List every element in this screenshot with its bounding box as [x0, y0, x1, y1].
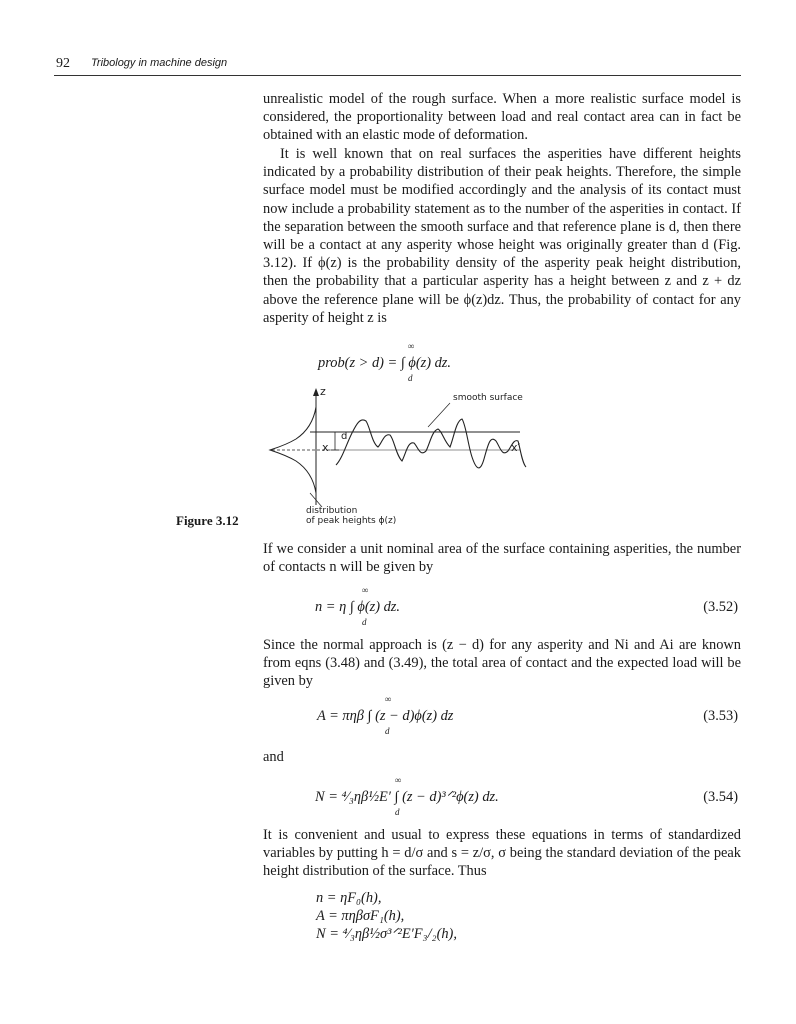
distribution-label-1: distribution [306, 506, 358, 516]
x-prime-label: x′ [511, 441, 521, 454]
equation-3-52: n = η ∫ ϕ(z) dz. [315, 599, 401, 615]
surface-contact-diagram [250, 385, 550, 530]
x-label: x [322, 441, 329, 454]
z-axis-arrow [313, 388, 319, 396]
equation-3-54-number: (3.54) [703, 789, 738, 805]
equation-prob-upper: ∞ [408, 341, 415, 351]
equation-nload: N = ⁴⁄₃ηβ½σ³ᐟ²E′F₃/₂(h), [316, 926, 457, 942]
distribution-label-2: of peak heights ϕ(z) [306, 516, 397, 526]
equation-3-54-lower: d [395, 807, 400, 817]
header-rule [54, 75, 741, 76]
smooth-surface-leader [428, 403, 450, 427]
equation-3-53: A = πηβ ∫ (z − d)ϕ(z) dz [317, 708, 454, 724]
equation-3-54-upper: ∞ [395, 775, 402, 785]
equation-3-52-number: (3.52) [703, 599, 738, 615]
page-number: 92 [56, 56, 70, 71]
standardized-equations [316, 889, 457, 943]
equation-3-53-lower: d [385, 726, 390, 736]
paragraph-1: unrealistic model of the rough surface. When a more realistic surface model is considered, the proportionality between load and real contact area can in fact be obtained with an elastic mode of deformation. [263, 91, 741, 144]
equation-3-53-upper: ∞ [385, 694, 392, 704]
d-label: d [341, 431, 348, 442]
paragraph-4: Since the normal approach is (z − d) for any asperity and Ni and Ai are known from eqns (3.48) and (3.49), the total area of contact and the expected load will be given by [263, 637, 741, 690]
equation-3-52-upper: ∞ [362, 585, 369, 595]
paragraph-6: It is convenient and usual to express these equations in terms of standardized variables by putting h = d/σ and s = z/σ, σ being the standard deviation of the peak height distribution of the surface. Thus [263, 827, 741, 880]
equation-a: A = πηβσF₁(h), [316, 908, 405, 924]
equation-prob: prob(z > d) = ∫ ϕ(z) dz. [318, 355, 452, 371]
figure-caption: Figure 3.12 [176, 513, 239, 528]
equation-3-54: N = ⁴⁄₃ηβ½E′ ∫ (z − d)³ᐟ²ϕ(z) dz. [315, 789, 499, 805]
paragraph-5: and [263, 749, 284, 765]
figure-3-12 [250, 385, 550, 530]
z-axis-label: z [320, 385, 326, 398]
rough-surface-profile [336, 419, 526, 468]
equation-3-52-lower: d [362, 617, 367, 627]
paragraph-3: If we consider a unit nominal area of the surface containing asperities, the number of contacts n will be given by [263, 541, 741, 576]
smooth-surface-label: smooth surface [453, 393, 523, 403]
equation-prob-lower: d [408, 373, 413, 383]
equation-3-53-number: (3.53) [703, 708, 738, 724]
paragraph-2: It is well known that on real surfaces the asperities have different heights indicated by a probability distribution of their peak heights. Therefore, the simple surface model must be modified accordingly and the analysis of its contact must now include a probability statement as to the number of the asperities in contact. If the separation between the smooth surface and that reference plane is d, then there will be a contact at any asperity whose height was originally greater than d (Fig. 3.12). If ϕ(z) is the probability density of the asperity peak height distribution, then the probability that a particular asperity has a height between z and z + dz above the reference plane will be ϕ(z)dz. Thus, the probability of contact for any asperity of height z is [263, 146, 741, 326]
running-title: Tribology in machine design [91, 57, 228, 69]
equation-n: n = ηF₀(h), [316, 890, 382, 906]
